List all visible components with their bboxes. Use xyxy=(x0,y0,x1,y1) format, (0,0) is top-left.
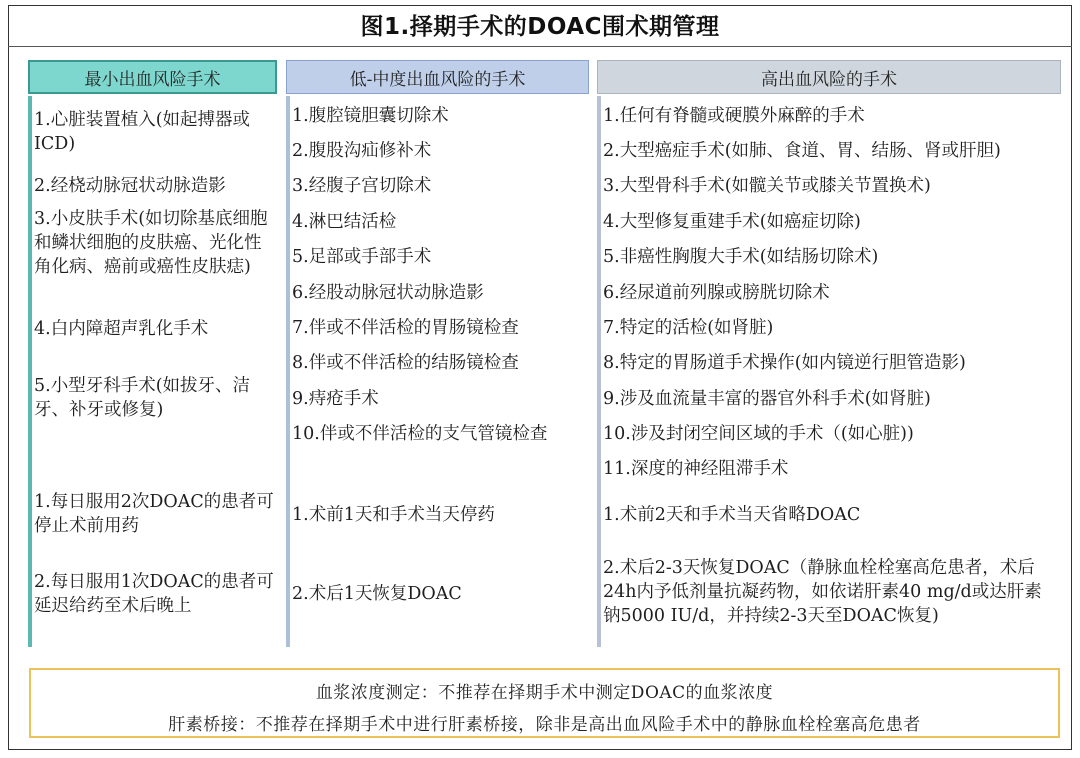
procedure-item: 4.淋巴结活检 xyxy=(292,212,397,232)
procedure-item: 5.小型牙科手术(如拔牙、洁牙、补牙或修复) xyxy=(34,376,251,420)
procedure-item: 6.经尿道前列腺或膀胱切除术 xyxy=(603,283,830,303)
procedure-item: 9.涉及血流量丰富的器官外科手术(如肾脏) xyxy=(603,389,931,409)
notes-box xyxy=(29,668,1060,738)
procedure-item: 1.心脏装置植入(如起搏器或ICD) xyxy=(34,110,251,154)
management-item: 1.术前2天和手术当天省略DOAC xyxy=(603,505,861,525)
procedure-item: 3.小皮肤手术(如切除基底细胞和鳞状细胞的皮肤癌、光化性角化病、癌前或癌性皮肤痣) xyxy=(34,209,268,277)
column-header-high-risk: 高出血风险的手术 xyxy=(597,60,1061,94)
procedures-box-low-moderate-risk xyxy=(286,96,548,486)
procedure-item: 5.足部或手部手术 xyxy=(292,247,432,267)
procedure-item: 3.大型骨科手术(如髋关节或膝关节置换术) xyxy=(603,176,931,196)
procedure-item: 7.伴或不伴活检的胃肠镜检查 xyxy=(292,318,519,338)
procedure-item: 8.特定的胃肠道手术操作(如内镜逆行胆管造影) xyxy=(603,353,966,373)
procedure-item: 7.特定的活检(如肾脏) xyxy=(603,318,774,338)
procedure-item: 10.涉及封闭空间区域的手术（(如心脏)) xyxy=(603,424,914,444)
procedure-item: 5.非癌性胸腹大手术(如结肠切除术) xyxy=(603,247,879,267)
procedure-item: 2.腹股沟疝修补术 xyxy=(292,141,432,161)
column-header-low-moderate-risk: 低-中度出血风险的手术 xyxy=(286,60,589,94)
procedure-item: 6.经股动脉冠状动脉造影 xyxy=(292,283,484,303)
figure-title: 图1.择期手术的DOAC围术期管理 xyxy=(360,14,720,40)
title-divider xyxy=(8,46,1072,47)
management-box-high-risk xyxy=(597,484,1042,647)
procedure-item: 4.白内障超声乳化手术 xyxy=(34,319,209,339)
procedure-item: 3.经腹子宫切除术 xyxy=(292,176,432,196)
note-plasma-concentration: 血浆浓度测定：不推荐在择期手术中测定DOAC的血浆浓度 xyxy=(315,683,774,703)
column-low-moderate-risk xyxy=(286,60,589,604)
column-header-minimal-risk: 最小出血风险手术 xyxy=(28,60,277,94)
procedures-box-minimal-risk xyxy=(28,96,268,486)
note-heparin-bridging: 肝素桥接：不推荐在择期手术中进行肝素桥接，除非是高出血风险手术中的静脉血栓栓塞高危患者 xyxy=(168,715,921,735)
management-item: 2.术后2-3天恢复DOAC（静脉血栓栓塞高危患者，术后24h内予低剂量抗凝药物，如依诺肝素40 mg/d或达肝素钠5000 IU/d，并持续2-3天至DOAC恢复) xyxy=(603,558,1042,626)
procedure-item: 1.腹腔镜胆囊切除术 xyxy=(292,106,449,126)
management-item: 2.术后1天恢复DOAC xyxy=(292,584,462,604)
procedure-item: 2.大型癌症手术(如肺、食道、胃、结肠、肾或肝胆) xyxy=(603,141,1001,161)
management-item: 1.每日服用2次DOAC的患者可停止术前用药 xyxy=(34,492,274,536)
management-box-low-moderate-risk xyxy=(286,484,495,647)
procedures-box-high-risk xyxy=(597,96,1001,486)
column-minimal-risk xyxy=(28,60,277,616)
procedure-item: 4.大型修复重建手术(如癌症切除) xyxy=(603,212,861,232)
management-item: 1.术前1天和手术当天停药 xyxy=(292,505,495,525)
management-item: 2.每日服用1次DOAC的患者可延迟给药至术后晚上 xyxy=(34,572,274,616)
procedure-item: 9.痔疮手术 xyxy=(292,389,379,409)
procedure-item: 10.伴或不伴活检的支气管镜检查 xyxy=(292,424,548,444)
procedure-item: 1.任何有脊髓或硬膜外麻醉的手术 xyxy=(603,106,865,126)
procedure-item: 11.深度的神经阻滞手术 xyxy=(603,459,789,479)
procedure-item: 2.经桡动脉冠状动脉造影 xyxy=(34,176,226,196)
column-high-risk xyxy=(597,60,1061,626)
management-box-minimal-risk xyxy=(28,484,274,647)
procedure-item: 8.伴或不伴活检的结肠镜检查 xyxy=(292,353,519,373)
